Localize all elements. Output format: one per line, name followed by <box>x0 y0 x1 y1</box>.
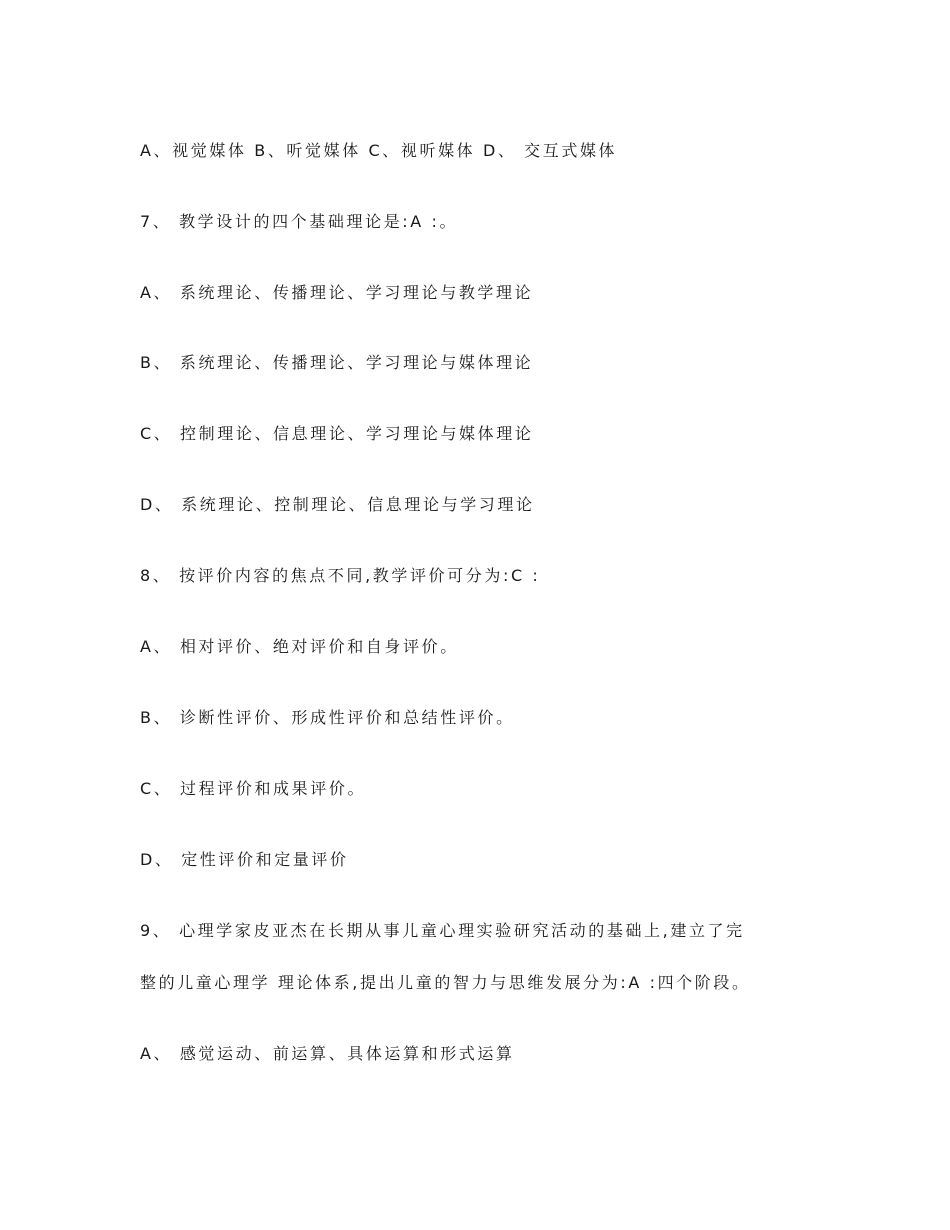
q7-option-b: B、 系统理论、传播理论、学习理论与媒体理论 <box>140 353 534 372</box>
q8-option-c: C、 过程评价和成果评价。 <box>140 779 367 798</box>
q8-option-d: D、 定性评价和定量评价 <box>140 850 349 869</box>
q9-option-a: A、 感觉运动、前运算、具体运算和形式运算 <box>140 1044 515 1063</box>
q7-option-c: C、 控制理论、信息理论、学习理论与媒体理论 <box>140 424 534 443</box>
option-line-q6-media: A、视觉媒体 B、听觉媒体 C、视听媒体 D、 交互式媒体 <box>140 141 618 160</box>
q8-option-a: A、 相对评价、绝对评价和自身评价。 <box>140 637 459 656</box>
question-9-line-2: 整的儿童心理学 理论体系,提出儿童的智力与思维发展分为:A :四个阶段。 <box>140 973 751 992</box>
q8-option-b: B、 诊断性评价、形成性评价和总结性评价。 <box>140 708 515 727</box>
q7-option-d: D、 系统理论、控制理论、信息理论与学习理论 <box>140 495 535 514</box>
question-7: 7、 教学设计的四个基础理论是:A :。 <box>140 212 459 231</box>
question-8: 8、 按评价内容的焦点不同,教学评价可分为:C : <box>140 566 541 585</box>
question-9-line-1: 9、 心理学家皮亚杰在长期从事儿童心理实验研究活动的基础上,建立了完 <box>140 921 745 940</box>
q7-option-a: A、 系统理论、传播理论、学习理论与教学理论 <box>140 283 534 302</box>
